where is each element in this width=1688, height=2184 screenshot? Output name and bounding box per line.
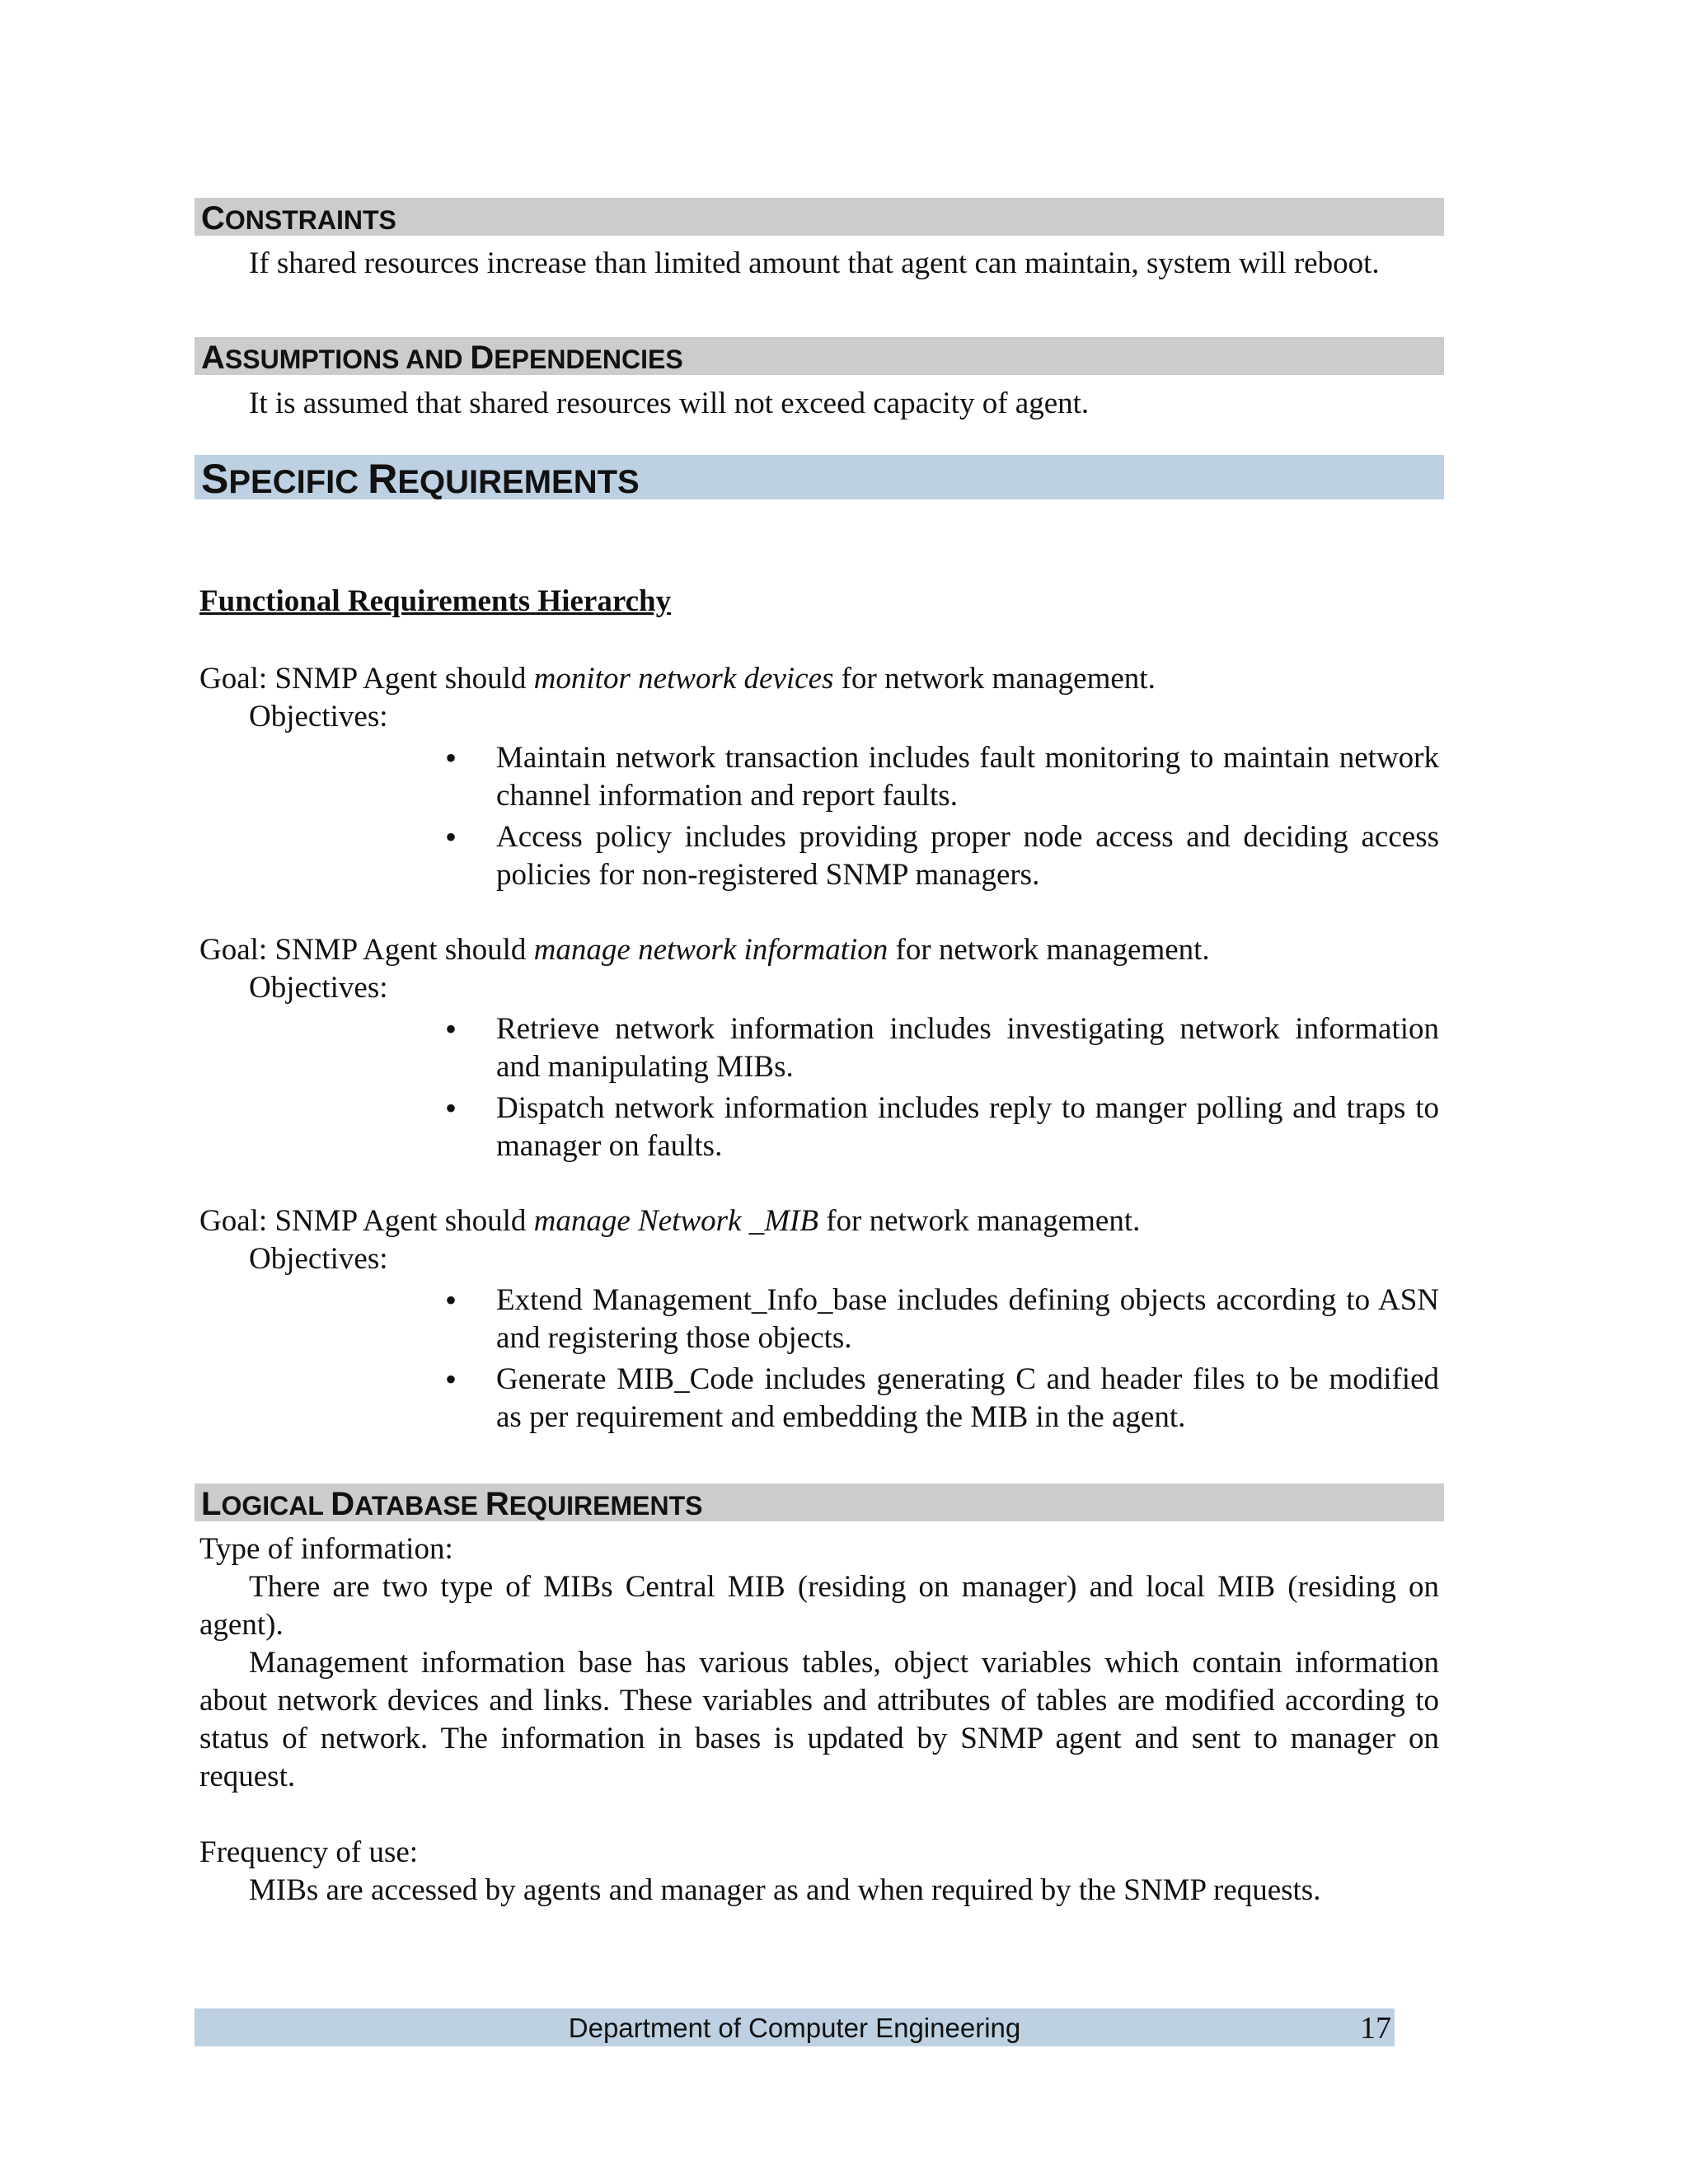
heading-rest: EQUIREMENTS xyxy=(397,464,640,500)
heading-initial: A xyxy=(201,340,225,376)
specific-requirements-heading xyxy=(195,455,1444,502)
frequency-of-use-label: Frequency of use: xyxy=(199,1835,419,1869)
assumptions-text: It is assumed that shared resources will not exceed capacity of agent. xyxy=(249,387,1090,420)
goal-1 xyxy=(199,660,1439,698)
goal-3 xyxy=(199,1202,1439,1240)
page-number: 17 xyxy=(1360,2011,1391,2046)
list-item: • Retrieve network information includes investigating network information and manipulating MIBs. xyxy=(445,1010,1439,1086)
goal-emphasis: monitor network devices xyxy=(533,662,834,696)
goal-prefix: Goal: SNMP Agent should xyxy=(199,1204,534,1238)
heading-initial: C xyxy=(201,200,225,237)
list-item: • Maintain network transaction includes fault monitoring to maintain network channel information and report faults. xyxy=(445,739,1439,815)
goal-suffix: for network management. xyxy=(888,933,1210,967)
footer-department: Department of Computer Engineering xyxy=(568,2013,1021,2043)
logical-db-para-1: There are two type of MIBs Central MIB (residing on manager) and local MIB (residing on agent). xyxy=(199,1570,1439,1642)
constraints-heading xyxy=(195,198,1444,236)
goal-suffix: for network management. xyxy=(818,1204,1141,1238)
heading-rest: SSUMPTIONS AND xyxy=(224,344,471,374)
heading-rest: EPENDENCIES xyxy=(494,344,683,374)
list-item: • Generate MIB_Code includes generating C and header files to be modified as per requirement and embedding the MIB in the agent. xyxy=(445,1361,1439,1436)
heading-initial: R xyxy=(485,1486,509,1522)
heading-initial: R xyxy=(368,456,398,502)
heading-rest: ONSTRAINTS xyxy=(224,205,396,235)
goal-1-objectives xyxy=(445,739,1439,898)
list-item: • Dispatch network information includes reply to manger polling and traps to manager on faults. xyxy=(445,1090,1439,1165)
type-of-information-label: Type of information: xyxy=(199,1532,453,1566)
goal-emphasis: manage network information xyxy=(533,933,889,967)
logical-db-heading xyxy=(195,1483,1444,1521)
heading-initial: S xyxy=(201,456,229,502)
page-footer xyxy=(195,2008,1395,2046)
heading-initial: D xyxy=(470,340,495,376)
objectives-label: Objectives: xyxy=(249,971,388,1005)
goal-3-objectives xyxy=(445,1282,1439,1440)
list-item: • Extend Management_Info_base includes defining objects according to ASN and registering those objects. xyxy=(445,1282,1439,1357)
heading-rest: EQUIREMENTS xyxy=(509,1491,703,1521)
hierarchy-title: Functional Requirements Hierarchy xyxy=(199,584,672,618)
goal-prefix: Goal: SNMP Agent should xyxy=(199,662,534,696)
objectives-label: Objectives: xyxy=(249,1242,388,1276)
constraints-text: If shared resources increase than limited amount that agent can maintain, system will reboot. xyxy=(249,246,1380,280)
heading-rest: OGICAL xyxy=(221,1491,331,1521)
list-item: • Access policy includes providing proper node access and deciding access policies for non-registered SNMP managers. xyxy=(445,818,1439,894)
logical-db-para-3: MIBs are accessed by agents and manager as and when required by the SNMP requests. xyxy=(249,1873,1321,1907)
heading-initial: L xyxy=(201,1486,222,1522)
assumptions-heading xyxy=(195,337,1444,375)
goal-suffix: for network management. xyxy=(833,662,1156,696)
heading-initial: D xyxy=(331,1486,355,1522)
goal-2 xyxy=(199,931,1439,969)
logical-db-para-2: Management information base has various tables, object variables which contain information about network devices and links. These variables and attributes of tables are modified according to status of network. The information in bases is updated by SNMP agent and sent to manager on request. xyxy=(199,1646,1439,1793)
heading-rest: PECIFIC xyxy=(228,464,368,500)
goal-2-objectives xyxy=(445,1010,1439,1169)
goal-emphasis: manage Network _MIB xyxy=(533,1204,818,1238)
heading-rest: ATABASE xyxy=(354,1491,485,1521)
goal-prefix: Goal: SNMP Agent should xyxy=(199,933,534,967)
objectives-label: Objectives: xyxy=(249,700,388,733)
